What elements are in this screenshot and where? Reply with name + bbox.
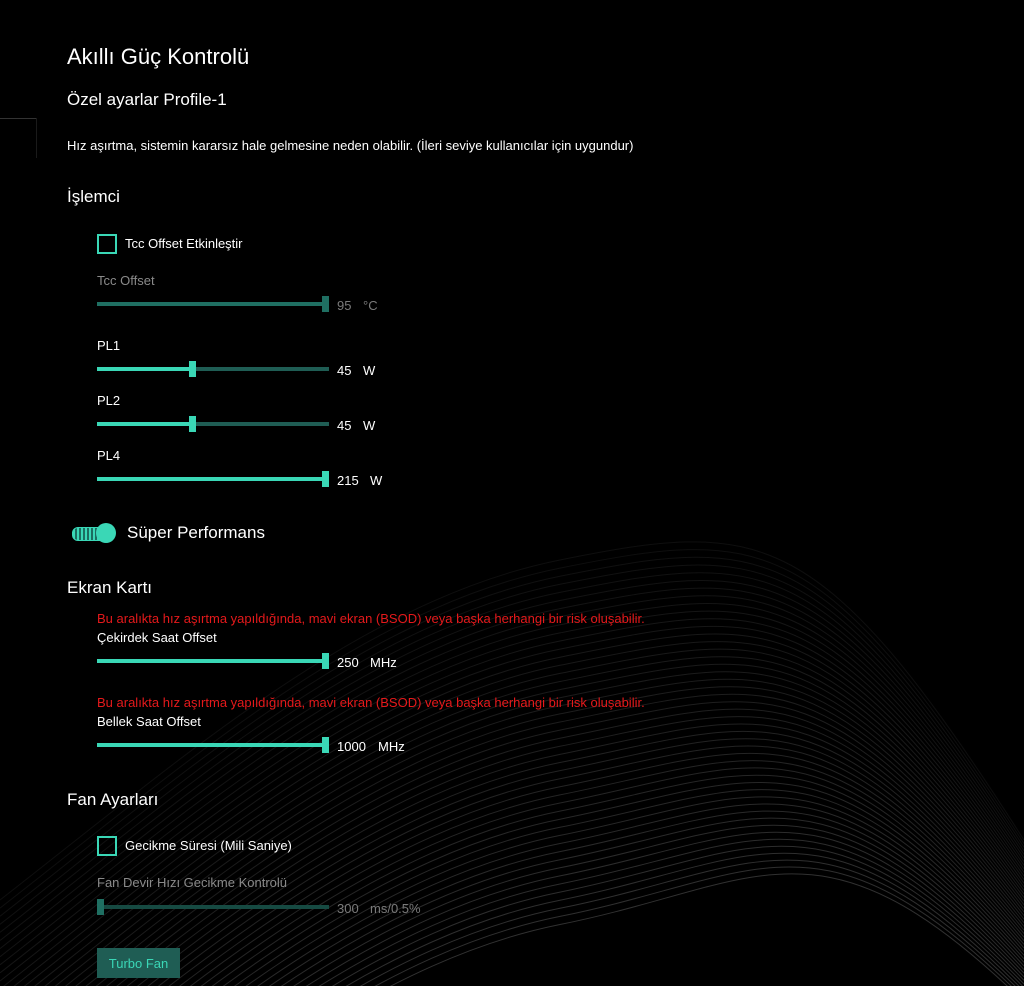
slider-thumb[interactable] (322, 296, 329, 312)
memory-clock-risk-warning: Bu aralıkta hız aşırtma yapıldığında, mavi ekran (BSOD) veya başka herhangi bir risk oluşabilir. (97, 695, 645, 710)
fan-delay-slider[interactable] (97, 899, 329, 915)
fan-delay-checkbox-label: Gecikme Süresi (Mili Saniye) (125, 838, 292, 853)
super-performance-label: Süper Performans (127, 523, 265, 542)
pl1-unit: W (363, 363, 376, 378)
slider-fill (97, 477, 326, 481)
tcc-offset-checkbox-label: Tcc Offset Etkinleştir (125, 236, 243, 251)
profile-name: Özel ayarlar Profile-1 (67, 90, 227, 109)
fan-delay-label: Fan Devir Hızı Gecikme Kontrolü (97, 875, 288, 890)
wave-line (0, 664, 1024, 986)
overclock-warning: Hız aşırtma, sistemin kararsız hale gelmesine neden olabilir. (İleri seviye kullanıcılar için uygundur) (67, 138, 634, 153)
tcc-offset-unit: °C (363, 298, 378, 313)
core-clock-value: 250 (337, 655, 359, 670)
pl4-unit: W (370, 473, 383, 488)
fan-section-title: Fan Ayarları (67, 790, 159, 809)
pl1-value: 45 (337, 363, 352, 378)
memory-clock-label: Bellek Saat Offset (97, 714, 201, 729)
gpu-section-title: Ekran Kartı (67, 578, 153, 597)
pl1-slider[interactable] (97, 361, 329, 377)
slider-fill (97, 659, 326, 663)
core-clock-label: Çekirdek Saat Offset (97, 630, 217, 645)
pl4-label: PL4 (97, 448, 121, 463)
fan-delay-checkbox[interactable] (97, 836, 117, 856)
slider-fill (97, 743, 326, 747)
window-edge-divider-vertical (36, 118, 37, 158)
tcc-offset-value: 95 (337, 298, 352, 313)
wave-line (0, 687, 1024, 986)
core-clock-risk-warning: Bu aralıkta hız aşırtma yapıldığında, mavi ekran (BSOD) veya başka herhangi bir risk oluşabilir. (97, 611, 645, 626)
page-title: Akıllı Güç Kontrolü (67, 44, 250, 69)
turbo-fan-button[interactable]: Turbo Fan (97, 948, 180, 978)
memory-clock-unit: MHz (378, 739, 405, 754)
pl2-slider[interactable] (97, 416, 329, 432)
slider-fill (97, 302, 326, 306)
fan-delay-value: 300 (337, 901, 359, 916)
window-edge-divider (0, 118, 37, 119)
tcc-offset-slider[interactable] (97, 296, 329, 312)
fan-delay-unit: ms/0.5% (370, 901, 421, 916)
core-clock-unit: MHz (370, 655, 397, 670)
core-clock-slider[interactable] (97, 653, 329, 669)
super-performance-toggle[interactable] (70, 523, 116, 543)
tcc-offset-checkbox[interactable] (97, 234, 117, 254)
memory-clock-value: 1000 (337, 739, 366, 754)
tcc-offset-label: Tcc Offset (97, 273, 155, 288)
pl4-value: 215 (337, 473, 359, 488)
slider-thumb[interactable] (322, 653, 329, 669)
slider-thumb[interactable] (189, 361, 196, 377)
cpu-section-title: İşlemci (67, 187, 120, 206)
pl2-value: 45 (337, 418, 352, 433)
pl2-unit: W (363, 418, 376, 433)
memory-clock-slider[interactable] (97, 737, 329, 753)
wave-line (0, 724, 1024, 986)
slider-fill (97, 422, 193, 426)
slider-thumb[interactable] (189, 416, 196, 432)
slider-thumb[interactable] (322, 471, 329, 487)
pl4-slider[interactable] (97, 471, 329, 487)
slider-thumb[interactable] (322, 737, 329, 753)
slider-track (97, 905, 329, 909)
toggle-knob (96, 523, 116, 543)
wave-line (0, 642, 1024, 986)
slider-thumb[interactable] (97, 899, 104, 915)
pl2-label: PL2 (97, 393, 121, 408)
slider-fill (97, 367, 193, 371)
pl1-label: PL1 (97, 338, 121, 353)
